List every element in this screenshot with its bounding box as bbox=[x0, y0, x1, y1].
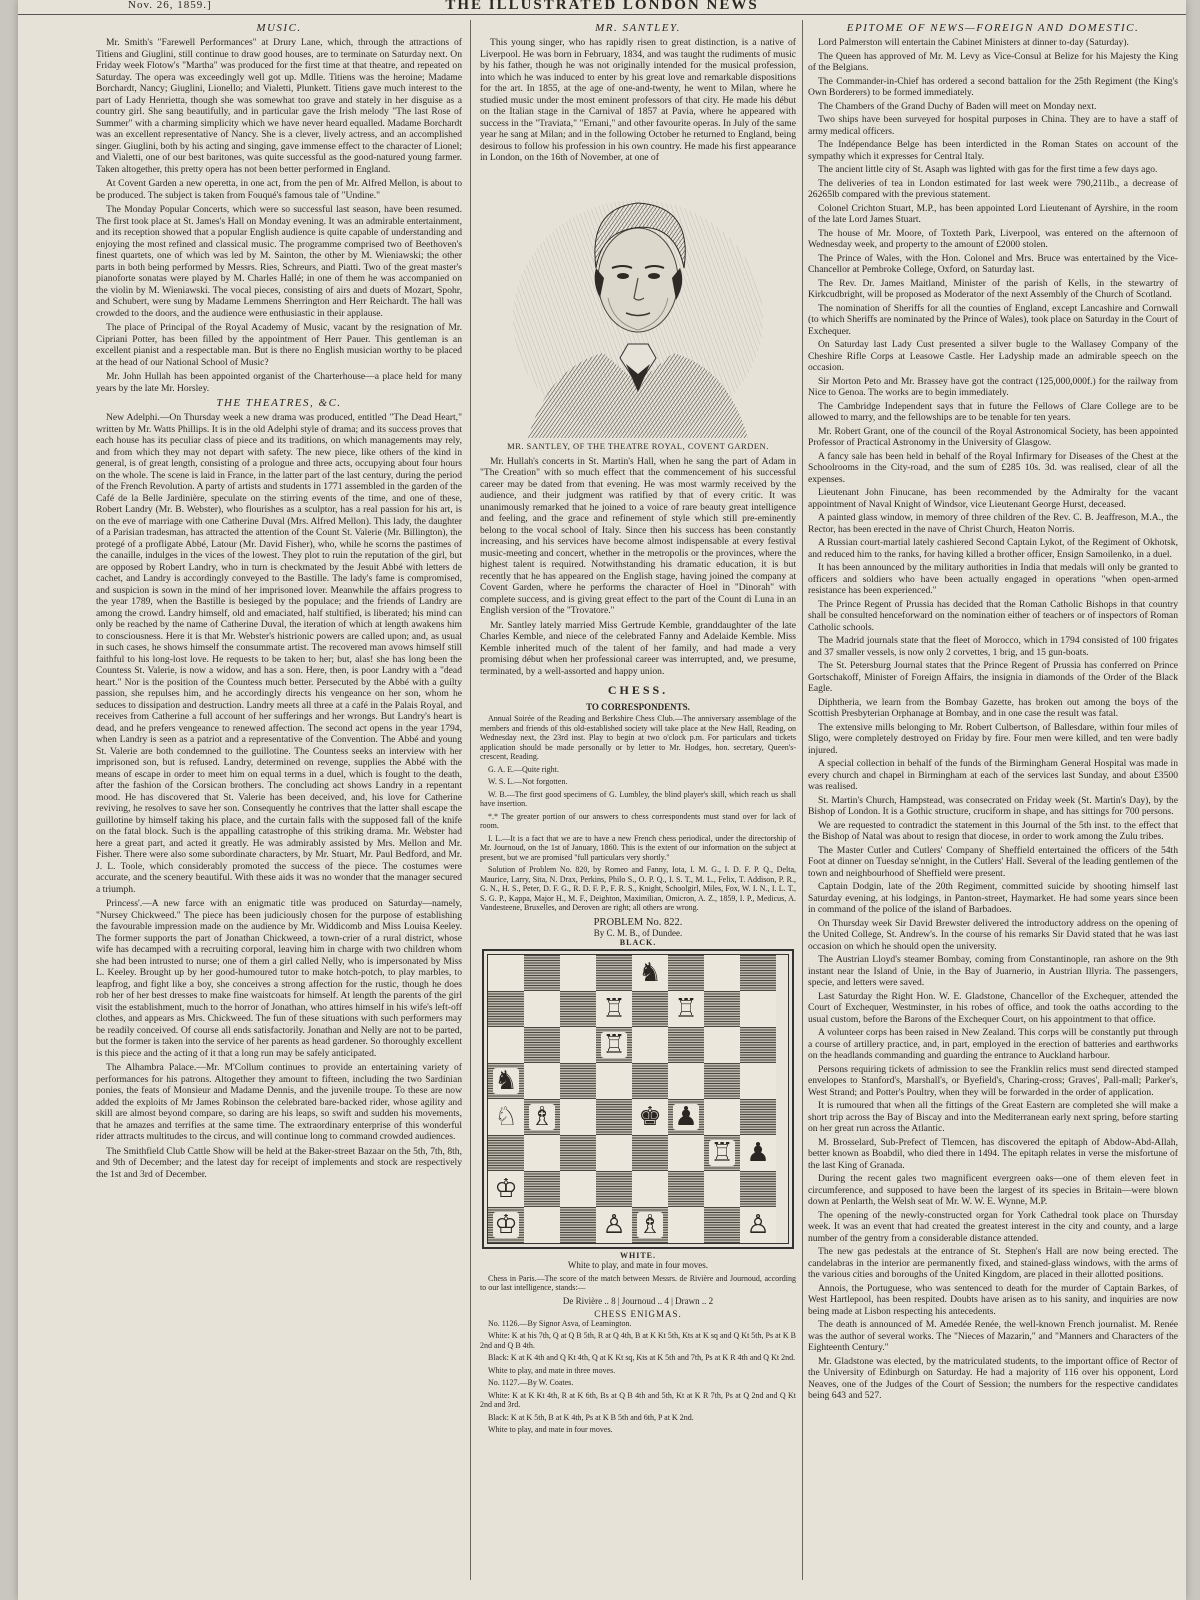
chess-enigmas-list bbox=[480, 1319, 796, 1435]
santley-article-bottom bbox=[480, 456, 796, 678]
board-square bbox=[740, 991, 776, 1027]
music-paragraph: Mr. John Hullah has been appointed organist of the Charterhouse—a place held for many years by the late Mr. Horsley. bbox=[96, 371, 462, 394]
chess-heading: CHESS. bbox=[607, 683, 669, 697]
problem-title: PROBLEM No. 822. bbox=[593, 916, 683, 928]
correspondent-note: Solution of Problem No. 820, by Romeo and Fanny, Iota, I. M. G., I. D. F. P. Q., Delta, Maurice, Larry, Sita, N. Drax, Perkins, Philo S., O. P. Q., I. S. T., M. L., Felix, T. Addison, P. R., G. N., H. S., Peter, D. F. G., R. D. F. P., F. R. S., Knight, Schoolgirl, Miles, Fox, W. I. N., I. L. T., S. G. P., Kappa, Major H., M. F., Deighton, Maximilian, Omicron, A. Z., 1859, I. P., Medicus, A. Vandesteene, Bruxelles, and Deroven are right; all others are wrong. bbox=[480, 865, 796, 912]
board-square bbox=[704, 1099, 740, 1135]
board-square bbox=[668, 1063, 704, 1099]
column-rule bbox=[470, 20, 471, 1580]
black-label: BLACK. bbox=[619, 937, 657, 947]
board-square bbox=[560, 1207, 596, 1243]
music-paragraph: Mr. Smith's "Farewell Performances" at Drury Lane, which, through the attractions of Titiens and Giuglini, still continue to draw good houses, are to terminate on Saturday next. On Friday week Flotow's "Martha" was produced for the first time at that theatre, and repeated on Saturday. The opera was exceedingly well got up. Mdlle. Titiens was the heroine; Madame Borchardt, Nancy; Giuglini, Lionello; and Vialetti, Plunkett. Titiens gave much interest to the part of Lady Henrietta, though she was somewhat too grave and stately in her disguise as a country girl. She sang beautifully, and in particular gave the Irish melody "The last Rose of Summer" with a charming simplicity which we have never heard equalled. Madame Borchardt was an excellent representative of Nancy. She is a clever, lively actress, and an accomplished singer. Giuglini, both by his acting and singing, gave immense effect to the character of Lionel; and Vialetti, one of our best baritones, was quite successful as the good-natured young farmer. Taken altogether, this pretty opera has not been better performed in England. bbox=[96, 37, 462, 175]
correspondents-list bbox=[480, 714, 796, 913]
enigma-line: White: K at his 7th, Q at Q B 5th, R at Q 4th, B at K Kt 5th, Kts at K sq and Q Kt 5th, Ps at K B 2nd and Q B 4th. bbox=[480, 1331, 796, 1350]
board-square bbox=[524, 1099, 560, 1135]
enigma-line: White to play, and mate in three moves. bbox=[488, 1365, 616, 1375]
board-square bbox=[668, 1099, 704, 1135]
news-item: The deliveries of tea in London estimated for last week were 790,211lb., a decrease of 26265lb compared with the previous statement. bbox=[808, 177, 1178, 200]
problem-author: By C. M. B., of Dundee. bbox=[593, 927, 683, 938]
news-item: Captain Dodgin, late of the 20th Regiment, committed suicide by shooting himself last Saturday evening, at his lodgings, in Panton-street, Haymarket. He had some years since been in command of the police of the island of Barbadoes. bbox=[808, 881, 1178, 915]
music-article bbox=[96, 37, 462, 394]
epitome-list bbox=[808, 37, 1178, 1402]
news-item: A special collection in behalf of the funds of the Birmingham General Hospital was made in every church and chapel in Birmingham at each of the services last Sunday, and about £3500 was realised. bbox=[808, 758, 1178, 792]
chess-piece-icon: ♔ bbox=[494, 1173, 518, 1204]
issue-date: Nov. 26, 1859.] bbox=[128, 0, 212, 11]
chess-piece-icon: ♗ bbox=[638, 1209, 662, 1240]
board-square bbox=[704, 1063, 740, 1099]
board-square bbox=[524, 1027, 560, 1063]
board-square bbox=[596, 1063, 632, 1099]
news-item: Last Saturday the Right Hon. W. E. Gladstone, Chancellor of the Exchequer, attended the Court of Exchequer, Westminster, in his robes of office, and took the oaths according to the usual custom, before the Barons of the Exchequer Court, on his appointment to that office. bbox=[808, 990, 1178, 1025]
chess-piece-icon: ♗ bbox=[530, 1101, 554, 1132]
chess-board bbox=[487, 954, 789, 1244]
chess-piece-icon: ♞ bbox=[494, 1065, 518, 1096]
news-item: The Austrian Lloyd's steamer Bombay, coming from Constantinople, ran ashore on the 9th instant near the Island of Unie, in the Bay of Juarnerio, in Austrian Illyria. The passengers, specie, and letters were saved. bbox=[808, 954, 1178, 988]
board-square bbox=[524, 1135, 560, 1171]
news-item: The Cambridge Independent says that in future the Fellows of Clare College are to be allowed to marry, and the fellowships are to be tenable for ten years. bbox=[808, 400, 1178, 423]
board-square bbox=[704, 1171, 740, 1207]
news-item: The opening of the newly-constructed organ for York Cathedral took place on Thursday week. It was an event that had created the greatest interest in the city and county, and a large number of the gentry from a considerable distance attended. bbox=[808, 1209, 1178, 1244]
news-item: The Queen has approved of Mr. M. Levy as Vice-Consul at Belize for his Majesty the King of the Belgians. bbox=[808, 50, 1178, 73]
santley-heading: MR. SANTLEY. bbox=[595, 22, 681, 34]
board-square bbox=[524, 991, 560, 1027]
board-square bbox=[668, 1207, 704, 1243]
board-square bbox=[596, 955, 632, 991]
theatre-paragraph: The Alhambra Palace.—Mr. M'Collum continues to provide an entertaining variety of performances for his patrons. Altogether they amount to fifteen, including the two Sardinian ponies, the feats of Monsieur and Madame Dennis, and the juvenile troupe. To these are now added the exploits of Mr James Robinson the celebrated bare-backed rider, whose agility and skill are almost beyond compare, so daring are his leaps, so swift and sudden his movements, that he amazes and terrifies at the same time. The extraordinary enterprise of this wonderful rider attracts multitudes to the circus, and will continue long to command crowded audiences. bbox=[96, 1062, 462, 1142]
chess-problem-diagram bbox=[482, 949, 794, 1249]
board-square bbox=[704, 955, 740, 991]
theatres-article bbox=[96, 412, 462, 1180]
board-square bbox=[524, 955, 560, 991]
board-square bbox=[668, 1135, 704, 1171]
board-square bbox=[488, 1099, 524, 1135]
news-item: Annois, the Portuguese, who was sentenced to death for the murder of Captain Barkes, of West Hartlepool, has been respited. Doubts have arisen as to his sanity, and inquiries are now being made at Lisbon respecting his antecedents. bbox=[808, 1282, 1178, 1317]
santley-paragraph: This young singer, who has rapidly risen to great distinction, is a native of Liverpool. He was born in February, 1834, and was taught the rudiments of music by his father, though he was not originally intended for the musical profession, into which he was induced to enter by his great love and remarkable dispositions for the art. In 1855, at the age of one-and-twenty, he went to Milan, where he studied music under the most eminent professors of that city. He made his début on the Italian stage in the Carnival of 1857 at Pavia, where he appeared with success in the "Traviata," "Ernani," and other favourite operas. In July of the same year he sang at Milan; and in the following October he returned to England, being desirous to follow his profession in his own country. He made his first appearance in London, on the 16th of November, at one of bbox=[480, 37, 796, 163]
news-item: The Indépendance Belge has been interdicted in the Roman States on account of the sympathy which it expresses for Central Italy. bbox=[808, 139, 1178, 162]
board-square bbox=[740, 1207, 776, 1243]
board-square bbox=[632, 1207, 668, 1243]
news-item: A Russian court-martial lately cashiered Second Captain Lykot, of the Regiment of Okhotsk, and reduced him to the ranks, for having killed a brother officer, Ensign Samoilenko, in a duel. bbox=[808, 537, 1178, 560]
news-item: The ancient little city of St. Asaph was lighted with gas for the first time a few days ago. bbox=[818, 164, 1158, 175]
board-square bbox=[596, 1207, 632, 1243]
board-square bbox=[740, 1063, 776, 1099]
theatre-paragraph: Princess'.—A new farce with an enigmatic title was produced on Saturday—namely, "Nursey Chickweed." The piece has been judiciously chosen for the purpose of establishing the favourable impression made on the audience by Mr. Widdicomb and Miss Louisa Keeley. The former supports the part of Jonathan Chickweed, a town-crier of a rural district, whose wife has decamped with a recruiting corporal, leaving him in charge with two children whom she had been intrusted to nurse; one of them a girl called Nelly, who is impersonated by Miss L. Keeley. Brought up by her good-humoured tutor to make hotch-potch, to play marbles, to leapfrog, and fight like a boy, she conceives a strong affection for the rustic, though he does rob her of her best dresses to make fine waistcoats for himself. At length the parents of the girl visit the establishment, much to the horror of Jonathan, who attires himself in his wife's left-off clothes, and appears as Mrs. Chickweed. The fun of these situations with such performers may be readily conceived. Of course all ends satisfactorily. Jonathan and Nelly are not to be parted, but the former is taken into the service of her parents as head gardener. So thoroughly excellent is this piece and the acting of it that a long run may be safely anticipated. bbox=[96, 898, 462, 1059]
chess-piece-icon: ♟ bbox=[674, 1101, 698, 1132]
theatres-heading: THE THEATRES, &C. bbox=[216, 397, 342, 409]
chess-piece-icon: ♖ bbox=[602, 1029, 626, 1060]
chess-piece-icon: ♙ bbox=[602, 1209, 626, 1240]
problem-instruction: White to play, and mate in four moves. bbox=[567, 1259, 709, 1270]
board-square bbox=[488, 1171, 524, 1207]
news-item: On Saturday last Lady Cust presented a silver bugle to the Wallasey Company of the Cheshire Rifle Corps at Leasowe Castle. Her Ladyship made an admirable speech on the occasion. bbox=[808, 339, 1178, 373]
news-item: The Commander-in-Chief has ordered a second battalion for the 25th Regiment (the King's Own Borderers) to be formed immediately. bbox=[808, 75, 1178, 98]
enigma-line: No. 1126.—By Signor Asva, of Leamington. bbox=[488, 1318, 632, 1328]
news-item: M. Brosselard, Sub-Prefect of Tlemcen, has discovered the epitaph of Abdow-Abd-Allah, better known as Boabdil, who died there in 1494. The epitaph relates in verse the misfortune of the last King of Granada. bbox=[808, 1136, 1178, 1171]
board-square bbox=[740, 1027, 776, 1063]
column-santley-chess bbox=[480, 20, 796, 1590]
correspondent-note: Annual Soirée of the Reading and Berkshire Chess Club.—The anniversary assemblage of the members and friends of this old-established society will take place at the New Hall, Reading, on Wednesday next, the 23rd inst. Play to begin at two o'clock p.m. For particulars and tickets application should be made personally or by letter to Mr. Hodges, hon. secretary, Queen's-crescent, Reading. bbox=[480, 714, 796, 761]
news-item: Diphtheria, we learn from the Bombay Gazette, has broken out among the boys of the Scottish Presbyterian Orphanage at Bombay, and in one case the result was fatal. bbox=[808, 696, 1178, 719]
board-square bbox=[560, 955, 596, 991]
chess-piece-icon: ♚ bbox=[638, 1101, 662, 1132]
board-square bbox=[488, 1027, 524, 1063]
board-square bbox=[740, 1171, 776, 1207]
board-square bbox=[596, 991, 632, 1027]
enigma-line: Black: K at K 5th, B at K 4th, Ps at K B 5th and 6th, P at K 2nd. bbox=[488, 1412, 694, 1422]
news-item: A volunteer corps has been raised in New Zealand. This corps will be constantly put through a course of artillery practice, and, in part, employed in the erection of batteries and earthworks on the headlands commanding and guarding the entrance to Auckland harbour. bbox=[808, 1027, 1178, 1061]
epitome-heading: EPITOME OF NEWS—FOREIGN AND DOMESTIC. bbox=[846, 22, 1140, 34]
newspaper-page bbox=[18, 0, 1186, 1600]
theatre-paragraph: New Adelphi.—On Thursday week a new drama was produced, entitled "The Dead Heart," written by Mr. Watts Phillips. It is in the old Adelphi style of drama; and its success proves that each house has its peculiar class of piece and its traditions, on which managements may rely, and from which they may not depart with safety. The new piece, like others of the kind in general, is of great length, consisting of a prologue and three acts, occupying about four hours on the whole. The scene is laid in France, in the latter part of the last century, during the period of the French Revolution. A party of artists and students in 1771 assembled in the garden of the Café de la Belle Jardinière, speculate on the stirring events of the time, and one of these, Robert Landry (Mr. B. Webster), who flourishes as a sculptor, has a real passion for his art, is on the eve of marriage with one Catherine Duval (Mrs. Alfred Mellon). This lady, the daughter of a Parisian tradesman, has attracted the attention of the Count St. Valerie (Mr. Billington), the protegé of a profligate Abbé, Latour (Mr. David Fisher), who, while he scorns the pastimes of the canaille, indulges in the vices of the lowest. They plot to ruin the reputation of the girl, but are opposed by Robert Landry, who in turn is checkmated by the Jesuit Abbé with letters de cachet, and Landry is accordingly conveyed to the Bastille. The lady's fame is compromised, and suspicion is sown in the mind of her imprisoned lover. Meanwhile the affairs progress to the year 1789, when the Bastille is besieged by the populace; and the friends of Landry are among the crowd. Landry himself, old and emaciated, half stultified, is liberated; his mind can only be reached by the name of Catherine Duval, the iteration of which at length awakens him to consciousness. Here it is that Mr. Webster's histrionic powers are called upon; and, as usual in such cases, he shows himself the consummate artist. The recovered man avows himself still faithful to his long-lost love. He requests to be taken to her; but, alas! she has long been the Countess St. Valerie, is now a widow, and has a son. Here, then, is poor Landry with a "dead heart." Nor is the position of the Countess much better. Persecuted by the Abbé with a guilty passion, she repulses him, and he accordingly directs his vengeance on her son, whom he seduces to dissipation and destruction. Landry meets all three at a café in the Palais Royal, and receives from Catherine a full account of her sufferings and her wrongs. But Landry's heart is dead, and he prefers vengeance to renewed affection. The second act opens in the year 1794, when Landry is seen as a patriot and a representative of the Convention. The Abbé and young St. Valerie are both condemned to the guillotine. The Countess seeks an interview with her imprisoned son, but is refused. Landry, determined on revenge, supplies the Abbé with the means of escape in order to meet him on equal terms in a duel, which is fought to the death, after the fashion of the Corsican brothers. The concluding act shows Landry in a repentant mood. He has discovered that St. Valerie has been deceived, and, his love for Catherine reviving, he resolves to save her son. Consequently he contrives that the latter shall escape the guillotine by himself taking his place, and the curtain falls with the supposed fall of the knife on the fatal block. Such is the appalling catastrophe of this striking drama. Mr. Webster had here a great part, and acted it greatly. He was admirably assisted by Mrs. Mellon and Mr. Fisher. There were also some subordinate characters, by Mr. Stuart, Mr. Paul Bedford, and Mr. J. L. Toole, which considerably promoted the success of the piece. The costumes were accurate, and the scenery beautiful. With these aids it was no wonder that the manager secured a triumph. bbox=[96, 412, 462, 895]
board-square bbox=[560, 1063, 596, 1099]
board-square bbox=[488, 955, 524, 991]
board-square bbox=[704, 1027, 740, 1063]
board-square bbox=[560, 1135, 596, 1171]
news-item: We are requested to contradict the statement in this Journal of the 5th inst. to the effect that the Bishop of Natal was about to resign that diocese, in order to work among the Zulu tribes. bbox=[808, 819, 1178, 842]
news-item: It is rumoured that when all the fittings of the Great Eastern are completed she will make a short trip across the Bay of Biscay and into the Mediterranean early next spring, before starting on her great run across the Atlantic. bbox=[808, 1100, 1178, 1134]
news-item: The nomination of Sheriffs for all the counties of England, except Lancashire and Cornwall (to which Sheriffs are nominated by the Prince of Wales), took place on Saturday in the Court of Exchequer. bbox=[808, 302, 1178, 337]
news-item: The Rev. Dr. James Maitland, Minister of the parish of Kells, in the stewartry of Kirkcudbright, will be proposed as Moderator of the next Assembly of the Church of Scotland. bbox=[808, 277, 1178, 300]
board-square bbox=[668, 1171, 704, 1207]
board-square bbox=[632, 1171, 668, 1207]
board-square bbox=[740, 1135, 776, 1171]
chess-piece-icon: ♞ bbox=[638, 957, 662, 988]
board-square bbox=[488, 1063, 524, 1099]
enigma-line: White to play, and mate in four moves. bbox=[488, 1425, 613, 1434]
news-item: Mr. Gladstone was elected, by the matriculated students, to the important office of Rector of the University of Edinburgh on Saturday. He had a majority of 116 over his opponent, Lord Neaves, one of the Judges of the Court of Session; the numbers for the respective candidates being 643 and 527. bbox=[808, 1355, 1178, 1401]
news-item: During the recent gales two magnificent evergreen oaks—one of them eleven feet in circumference, and supposed to have been the largest of its species in Britain—were blown down at Penlarth, the Welsh seat of Mr. W. W. E. Wynne, M.P. bbox=[808, 1173, 1178, 1207]
news-item: The Prince Regent of Prussia has decided that the Roman Catholic Bishops in that country shall be consulted henceforward on the nomination either of teachers or of inspectors of Roman Catholic schools. bbox=[808, 598, 1178, 633]
santley-portrait-engraving bbox=[508, 168, 768, 438]
board-square bbox=[596, 1027, 632, 1063]
white-label: WHITE. bbox=[619, 1250, 656, 1260]
board-square bbox=[632, 1099, 668, 1135]
news-item: The Chambers of the Grand Duchy of Baden will meet on Monday next. bbox=[818, 100, 1097, 112]
chess-piece-icon: ♟ bbox=[746, 1137, 770, 1168]
masthead-title: THE ILLUSTRATED LONDON NEWS bbox=[445, 0, 759, 13]
board-square bbox=[704, 1207, 740, 1243]
board-square bbox=[632, 1063, 668, 1099]
board-square bbox=[632, 1135, 668, 1171]
chess-piece-icon: ♙ bbox=[746, 1209, 770, 1240]
news-item: A painted glass window, in memory of three children of the Rev. C. B. Jeaffreson, M.A., the Rector, has been erected in the nave of Christ Church, Heaton Norris. bbox=[808, 512, 1178, 535]
news-item: Lord Palmerston will entertain the Cabinet Ministers at dinner to-day (Saturday). bbox=[818, 37, 1129, 48]
chess-piece-icon: ♖ bbox=[602, 993, 626, 1024]
chess-match-score: De Rivière .. 8 | Journoud .. 4 | Drawn .. 2 bbox=[562, 1295, 714, 1306]
news-item: Lieutenant John Finucane, has been recommended by the Admiralty for the vacant appointment of Naval Knight of Windsor, vice Lieutenant George Hurst, deceased. bbox=[808, 487, 1178, 510]
correspondent-note: *.* The greater portion of our answers to chess correspondents must stand over for lack of room. bbox=[480, 811, 796, 830]
news-item: The St. Petersburg Journal states that the Prince Regent of Prussia has conferred on Prince Gortschakoff, Minister of Foreign Affairs, the insignia in diamonds of the Order of the Black Eagle. bbox=[808, 660, 1178, 694]
board-square bbox=[560, 1171, 596, 1207]
board-square bbox=[524, 1207, 560, 1243]
chess-in-paris: Chess in Paris.—The score of the match between Messrs. de Rivière and Journoud, according to our last intelligence, stands:— bbox=[480, 1273, 796, 1292]
board-square bbox=[596, 1171, 632, 1207]
chess-piece-icon: ♔ bbox=[494, 1209, 518, 1240]
enigma-line: No. 1127.—By W. Coates. bbox=[488, 1378, 574, 1387]
board-square bbox=[488, 991, 524, 1027]
board-square bbox=[524, 1063, 560, 1099]
news-item: It has been announced by the military authorities in India that medals will only be granted to officers and soldiers who have been actually engaged in operations "when open-armed resistance has been experienced." bbox=[808, 562, 1178, 596]
chess-piece-icon: ♖ bbox=[710, 1137, 734, 1168]
news-item: The Madrid journals state that the fleet of Morocco, which in 1794 consisted of 100 frigates and 37 smaller vessels, is now only 2 corvettes, 1 brig, and 15 gun-boats. bbox=[808, 635, 1178, 658]
news-item: Persons requiring tickets of admission to see the Franklin relics must send directed stamped envelopes to Stanford's, Marshall's, or Byefield's, Charing-cross; Graves', Pall-mall; Parker's, West Strand; and Potter's Poultry, when they will be forwarded in the order of application. bbox=[808, 1063, 1178, 1098]
news-item: The Master Cutler and Cutlers' Company of Sheffield entertained the officers of the 54th Foot at dinner on Tuesday se'nnight, in the Cutlers' Hall. Several of the leading gentlemen of the town and neighbourhood of Sheffield were present. bbox=[808, 844, 1178, 879]
correspondent-note: W. B.—The first good specimens of G. Lumbley, the blind player's skill, which reach us shall have insertion. bbox=[480, 789, 796, 808]
enigma-line: White: K at K Kt 4th, R at K 6th, Bs at Q B 4th and 5th, Kt at K R 7th, Ps at Q 2nd and Q Kt 2nd and 3rd. bbox=[480, 1390, 796, 1409]
correspondent-note: I. L.—It is a fact that we are to have a new French chess periodical, under the directorship of Mr. Journoud, on the 1st of January, 1860. This is the extent of our information on the subject at present, but we are promised "full particulars very shortly." bbox=[480, 833, 796, 862]
news-item: The death is announced of M. Amedée Renée, the well-known French journalist. M. Renée was the author of several works. The "Nieces of Mazarin," and "Manners and Characters of the Eighteenth Century." bbox=[808, 1319, 1178, 1353]
theatre-paragraph: The Smithfield Club Cattle Show will be held at the Baker-street Bazaar on the 5th, 7th, 8th, and 9th of December; and the latest day for receipt of implements and stock are respectively the 1st and 3rd of December. bbox=[96, 1145, 462, 1180]
board-square bbox=[740, 955, 776, 991]
enigma-line: Black: K at K 4th and Q Kt 4th, Q at K Kt sq, Kts at K 5th and 7th, Ps at K R 4th and Q Kt 2nd. bbox=[488, 1353, 796, 1362]
column-rule bbox=[802, 20, 803, 1580]
board-square bbox=[632, 1027, 668, 1063]
board-square bbox=[524, 1171, 560, 1207]
board-square bbox=[488, 1207, 524, 1243]
news-item: Mr. Robert Grant, one of the council of the Royal Astronomical Society, has been appointed Professor of Practical Astronomy in the University of Glasgow. bbox=[808, 425, 1178, 448]
news-item: Colonel Crichton Stuart, M.P., has been appointed Lord Lieutenant of Ayrshire, in the room of the late Lord James Stuart. bbox=[808, 202, 1178, 225]
board-square bbox=[560, 991, 596, 1027]
news-item: The extensive mills belonging to Mr. Robert Culbertson, of Ballesdare, within four miles of Sligo, were completely destroyed on Friday by fire. Four men were killed, and ten were badly injured. bbox=[808, 721, 1178, 756]
board-square bbox=[668, 955, 704, 991]
music-paragraph: The Monday Popular Concerts, which were so successful last season, have been resumed. The first took place at St. James's Hall on Monday evening. It was an admirable entertainment, and its reception showed that a popular English audience is quite capable of understanding and enjoying the most refined and classical music. The programme comprised two of Beethoven's finest quartets, one of which was led by M. Sainton, the other by M. Wieniawski; the other parts in both being performed by Messrs. Ries, Schreurs, and Piatti. Two of the great master's pianoforte sonatas were played by M. Charles Hallé; in one of them he was accompanied on the violin by M. Wieniawski. The vocal pieces, consisting of airs and duets of Mozart, Spohr, and Schubert, were sung by Madame Lemmens Sherrington and Herr Reichardt. The hall was crowded to the doors, and the audience were enthusiastic in their applause. bbox=[96, 204, 462, 319]
news-item: A fancy sale has been held in behalf of the Royal Infirmary for Diseases of the Chest at the Schoolrooms in the City-road, and the sum of £285 10s. 3d. was realised, clear of all the expenses. bbox=[808, 450, 1178, 485]
correspondents-heading: TO CORRESPONDENTS. bbox=[586, 702, 690, 712]
column-epitome-of-news bbox=[808, 20, 1178, 1590]
board-square bbox=[596, 1099, 632, 1135]
santley-paragraph: Mr. Santley lately married Miss Gertrude Kemble, granddaughter of the late Charles Kemble, and niece of the celebrated Fanny and Adelaide Kemble. Miss Kemble inherited much of the talent of her family, and had made a very promising début when her professional career was interrupted, and, we presume, terminated, by a well-assorted and happy union. bbox=[480, 619, 796, 677]
news-item: The house of Mr. Moore, of Toxteth Park, Liverpool, was entered on the afternoon of Wednesday week, and property to the amount of £2000 stolen. bbox=[808, 227, 1178, 250]
correspondent-note: G. A. E.—Quite right. bbox=[488, 764, 559, 774]
news-item: St. Martin's Church, Hampstead, was consecrated on Friday week (St. Martin's Day), by the Bishop of London. It is a Gothic structure, cruciform in shape, and has sittings for 700 persons. bbox=[808, 794, 1178, 817]
board-square bbox=[704, 1135, 740, 1171]
music-paragraph: At Covent Garden a new operetta, in one act, from the pen of Mr. Alfred Mellon, is about to be produced. The subject is taken from Fouqué's famous tale of "Undine." bbox=[96, 178, 462, 201]
chess-enigmas-heading: CHESS ENIGMAS. bbox=[594, 1308, 682, 1319]
board-square bbox=[596, 1135, 632, 1171]
board-square bbox=[632, 955, 668, 991]
board-square bbox=[740, 1099, 776, 1135]
music-heading: MUSIC. bbox=[256, 22, 302, 34]
music-paragraph: The place of Principal of the Royal Academy of Music, vacant by the resignation of Mr. Cipriani Potter, has been filled by the appointment of Herr Pauer. This gentleman is an excellent pianist and a respectable man. But is there no English musician worthy to be placed at the head of our National School of Music? bbox=[96, 322, 462, 368]
news-item: Sir Morton Peto and Mr. Brassey have got the contract (125,000,000f.) for the railway from Nice to Genoa. The works are to begin immediately. bbox=[808, 375, 1178, 398]
board-square bbox=[668, 1027, 704, 1063]
news-item: Two ships have been surveyed for hospital purposes in China. They are to have a staff of army medical officers. bbox=[808, 114, 1178, 137]
santley-paragraph: Mr. Hullah's concerts in St. Martin's Hall, when he sang the part of Adam in "The Creation" with so much effect that the commencement of his successful career may be dated from that evening. He was most warmly received by the audience, and their judgment was ratified by that of every critic. It was unanimously remarked that he joined to a voice of rare beauty great intelligence and feeling, and the grace and refinement of style which still pre-eminently belong to the vocal school of Italy. Since then his success has been constantly increasing, and his services have become almost indispensable at every festival music-meeting and concert, whether in the metropolis or the provinces, where the highest talent is required. Notwithstanding his dramatic education, it is but recently that he has appeared on the English stage, having joined the company at Covent Garden, where he performs the character of Hoel in "Dinorah" with complete success, and is giving great effect to the part of the Count di Luna in an English version of the "Trovatore." bbox=[480, 455, 796, 616]
page-header bbox=[18, 0, 1186, 15]
board-square bbox=[632, 991, 668, 1027]
correspondent-note: W. S. L.—Not forgotten. bbox=[488, 777, 568, 786]
santley-article-top bbox=[480, 37, 796, 164]
board-square bbox=[560, 1027, 596, 1063]
news-item: On Thursday week Sir David Brewster delivered the introductory address on the opening of the United College, St. Andrew's. In the course of his remarks Sir David stated that he was last occasion on which he should open the university. bbox=[808, 917, 1178, 952]
portrait-caption: MR. SANTLEY, OF THE THEATRE ROYAL, COVENT GARDEN. bbox=[507, 440, 769, 451]
board-square bbox=[704, 991, 740, 1027]
column-music-theatres bbox=[96, 20, 462, 1590]
chess-piece-icon: ♘ bbox=[494, 1101, 518, 1132]
news-item: The Prince of Wales, with the Hon. Colonel and Mrs. Bruce was entertained by the Vice-Chancellor at Pembroke College, Oxford, on Saturday last. bbox=[808, 252, 1178, 275]
board-square bbox=[488, 1135, 524, 1171]
chess-piece-icon: ♖ bbox=[674, 993, 698, 1024]
news-item: The new gas pedestals at the entrance of St. Stephen's Hall are now being erected. The candelabras in the interior are permanently fixed, and stained-glass windows, with the arms of the various cities and boroughs of the United Kingdom, are placed in their allotted positions. bbox=[808, 1246, 1178, 1280]
board-square bbox=[668, 991, 704, 1027]
board-square bbox=[560, 1099, 596, 1135]
